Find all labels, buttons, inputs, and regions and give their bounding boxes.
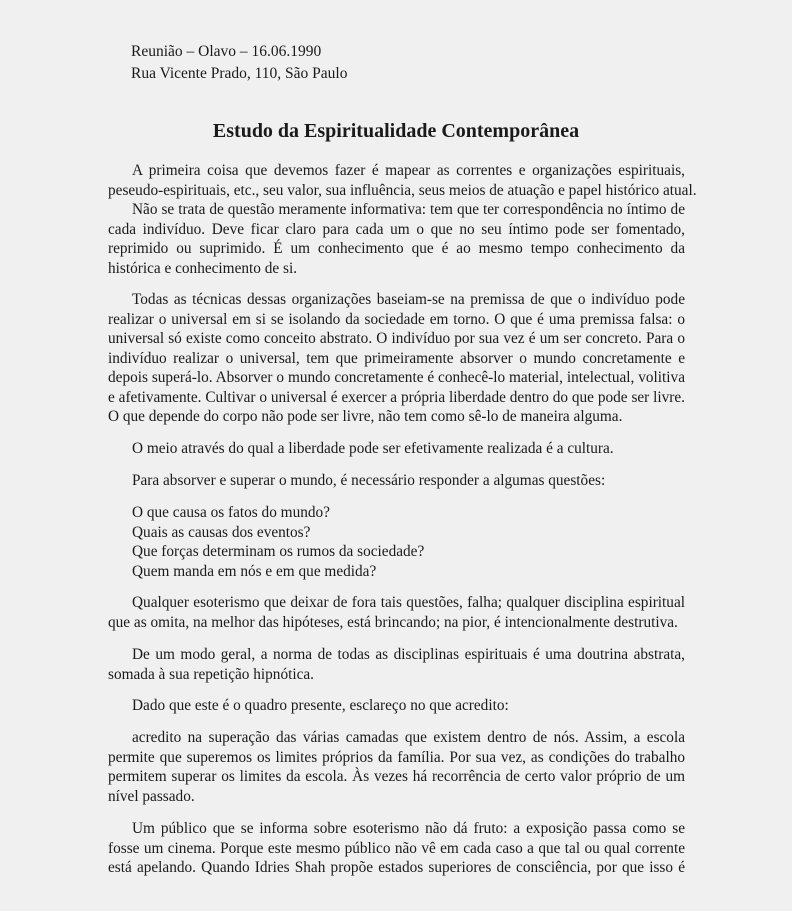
paragraph [108, 200, 685, 278]
text-line: nível passado. [108, 787, 195, 805]
text-line: depois superá-lo. Absorver o mundo concretamente é conhecê-lo material, intelectual, volitiva [108, 369, 685, 386]
meeting-line: Reunião – Olavo – 16.06.1990 [131, 43, 322, 60]
paragraph [108, 728, 685, 806]
paragraph [108, 471, 685, 491]
paragraph [108, 819, 685, 878]
question-item: Que forças determinam os rumos da sociedade? [132, 543, 425, 560]
paragraph [108, 593, 685, 632]
text-line: O que depende do corpo não pode ser livre, não tem como sê-lo de maneira alguma. [108, 408, 623, 425]
text-line: histórica e conhecimento de si. [108, 259, 298, 277]
text-line: fosse um cinema. Porque este mesmo público não vê em cada caso a que tal ou qual corrente [108, 839, 685, 857]
text-line: indivíduo realizar o universal, tem que primeiramente absorver o mundo concretamente e [108, 349, 685, 367]
question-list [108, 503, 685, 581]
text-line: acredito na superação das várias camadas que existem dentro de nós. Assim, a escola [132, 729, 685, 746]
question-item: Quais as causas dos eventos? [132, 523, 311, 541]
text-line: Um público que se informa sobre esoterismo não dá fruto: a exposição passa como se [132, 820, 685, 837]
paragraph [108, 439, 685, 459]
text-line: permitem superar os limites da escola. Às vezes há recorrência de certo valor próprio de um [108, 768, 685, 785]
paragraph [108, 645, 685, 684]
text-line: O meio através do qual a liberdade pode ser efetivamente realizada é a cultura. [132, 440, 614, 457]
text-line: De um modo geral, a norma de todas as disciplinas espirituais é uma doutrina abstrata, [132, 646, 685, 663]
text-line: somada à sua repetição hipnótica. [108, 665, 315, 683]
text-line: cada indivíduo. Deve ficar claro para cada um o que no seu íntimo pode ser fomentado, [108, 220, 685, 238]
text-line: A primeira coisa que devemos fazer é mapear as correntes e organizações espirituais, [132, 162, 685, 179]
text-line: que as omita, na melhor das hipóteses, está brincando; na pior, é intencionalmente destrutiva. [108, 613, 678, 631]
text-line: Não se trata de questão meramente informativa: tem que ter correspondência no íntimo de [132, 201, 685, 218]
document-title: Estudo da Espiritualidade Contemporânea [212, 120, 580, 142]
text-line: reprimido ou suprimido. É um conhecimento que é ao mesmo tempo conhecimento da [108, 240, 685, 257]
text-line: Para absorver e superar o mundo, é necessário responder a algumas questões: [132, 472, 606, 489]
paragraph [108, 696, 685, 716]
paragraph [108, 161, 697, 200]
text-line: permite que superemos os limites próprios da família. Por sua vez, as condições do trabalho [108, 748, 685, 766]
question-item: O que causa os fatos do mundo? [132, 504, 330, 521]
text-line: Todas as técnicas dessas organizações baseiam-se na premissa de que o indivíduo pode [132, 291, 685, 308]
question-item: Quem manda em nós e em que medida? [132, 562, 377, 580]
paragraph [108, 290, 685, 427]
text-line: Qualquer esoterismo que deixar de fora tais questões, falha; qualquer disciplina espiritual [132, 594, 685, 611]
text-line: peseudo-espirituais, etc., seu valor, sua influência, seus meios de atuação e papel histórico atual. [108, 181, 697, 199]
text-line: Dado que este é o quadro presente, esclareço no que acredito: [132, 697, 509, 714]
text-line: está apelando. Quando Idries Shah propõe estados superiores de consciência, por que isso é [108, 859, 685, 876]
text-line: realizar o universal em si se isolando da sociedade em torno. O que é uma premissa falsa: o [108, 310, 685, 328]
address-line: Rua Vicente Prado, 110, São Paulo [131, 65, 348, 82]
text-line: e afetivamente. Cultivar o universal é exercer a própria liberdade dentro do que pode ser livre. [108, 388, 685, 406]
text-line: universal só existe como conceito abstrato. O indivíduo por sua vez é um ser concreto. Para o [108, 330, 685, 347]
